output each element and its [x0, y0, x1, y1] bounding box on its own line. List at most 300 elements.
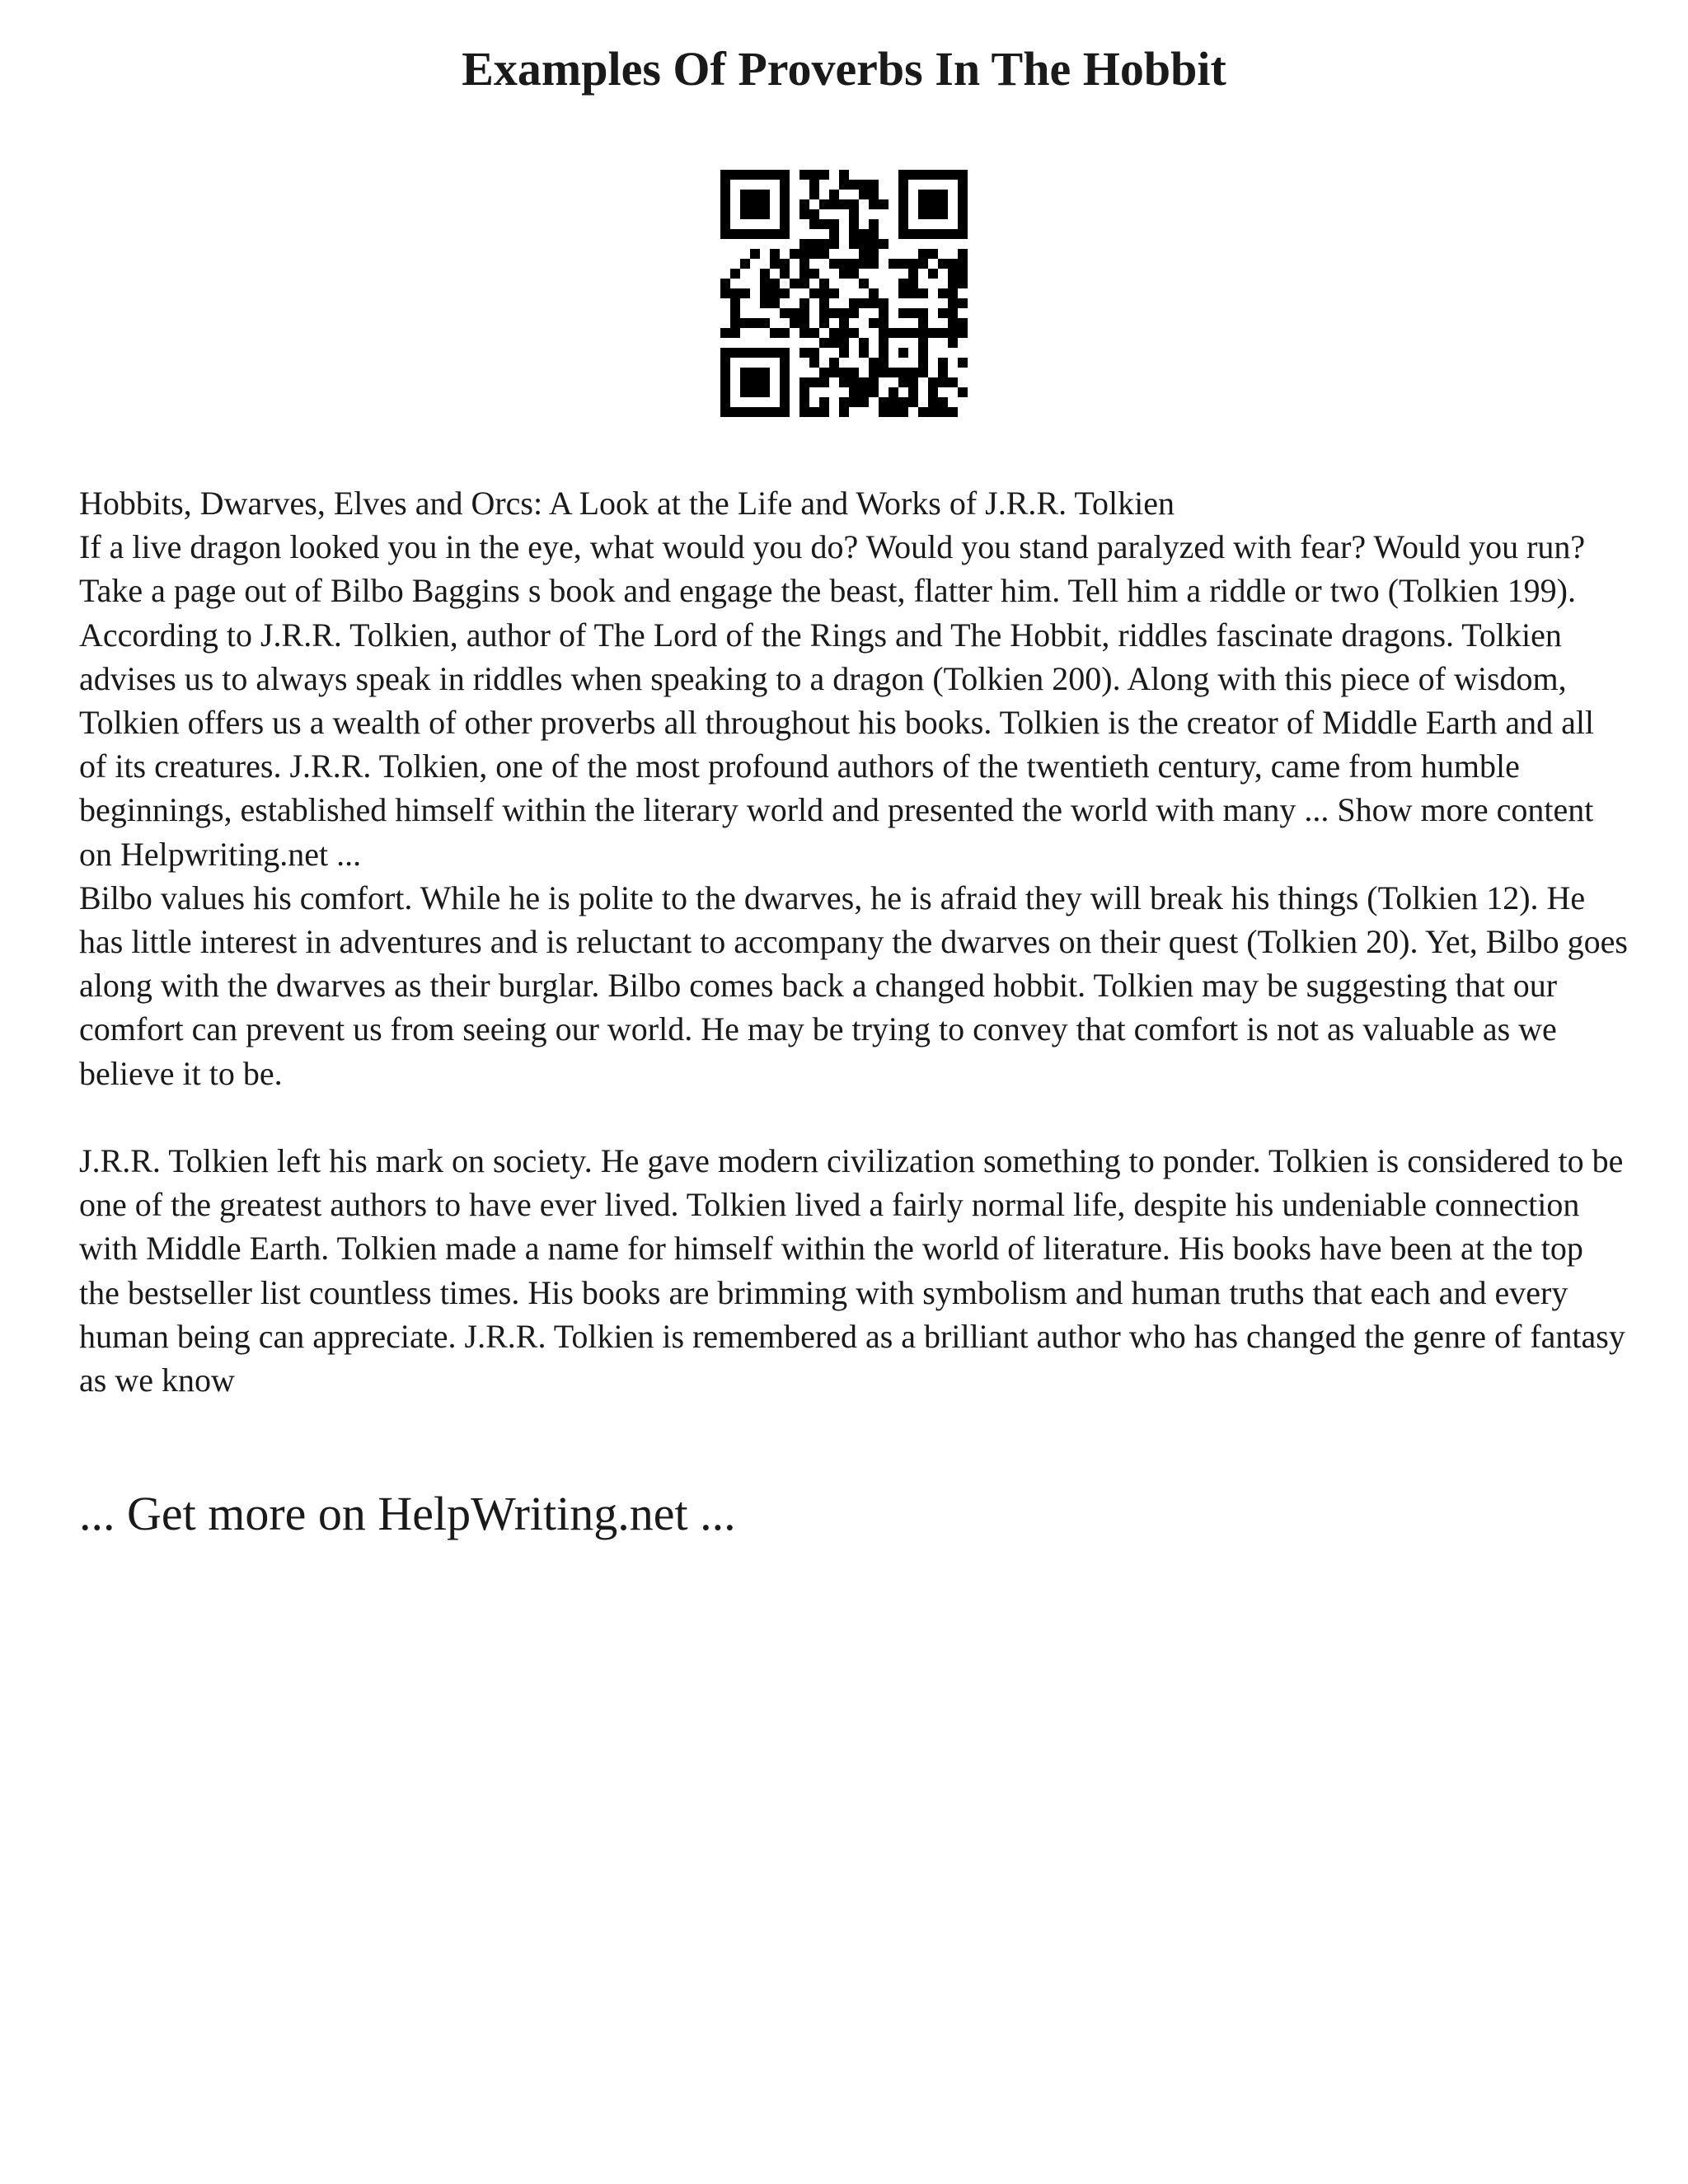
qr-module — [750, 407, 760, 417]
qr-module — [740, 209, 750, 219]
qr-module — [918, 338, 928, 348]
qr-module — [958, 229, 968, 239]
document-body — [79, 481, 1629, 1402]
qr-module — [869, 288, 879, 298]
qr-module — [799, 407, 809, 417]
qr-module — [730, 308, 740, 318]
qr-module — [770, 229, 780, 239]
qr-module — [938, 368, 948, 377]
qr-module — [849, 269, 859, 279]
qr-module — [799, 170, 809, 180]
qr-module — [809, 269, 819, 279]
qr-module — [839, 377, 849, 387]
qr-module — [770, 328, 780, 338]
qr-module — [780, 209, 790, 219]
qr-module — [839, 407, 849, 417]
qr-module — [760, 377, 770, 387]
qr-module — [958, 298, 968, 308]
qr-module — [819, 199, 829, 209]
qr-module — [859, 279, 869, 288]
qr-module — [770, 249, 780, 259]
qr-module — [908, 368, 918, 377]
qr-module — [829, 190, 839, 199]
qr-module — [809, 249, 819, 259]
qr-module — [780, 288, 790, 298]
qr-module — [799, 298, 809, 308]
qr-module — [750, 348, 760, 358]
qr-module — [780, 219, 790, 229]
qr-module — [889, 259, 898, 269]
qr-module — [730, 170, 740, 180]
qr-module — [879, 358, 889, 368]
qr-module — [958, 279, 968, 288]
qr-module — [928, 387, 938, 397]
qr-module — [799, 318, 809, 328]
qr-module — [809, 288, 819, 298]
qr-module — [720, 288, 730, 298]
qr-module — [898, 288, 908, 298]
qr-module — [849, 308, 859, 318]
qr-module — [889, 397, 898, 407]
qr-module — [859, 298, 869, 308]
qr-module — [809, 358, 819, 368]
qr-module — [918, 170, 928, 180]
qr-module — [790, 318, 799, 328]
qr-module — [869, 190, 879, 199]
qr-module — [760, 279, 770, 288]
get-more-link[interactable]: ... Get more on HelpWriting.net ... — [79, 1487, 736, 1540]
qr-module — [938, 199, 948, 209]
qr-module — [928, 209, 938, 219]
qr-module — [740, 368, 750, 377]
qr-module — [918, 328, 928, 338]
qr-module — [720, 348, 730, 358]
qr-module — [760, 199, 770, 209]
qr-module — [849, 239, 859, 249]
qr-module — [938, 308, 948, 318]
qr-module — [948, 377, 958, 387]
qr-module — [780, 397, 790, 407]
qr-module — [799, 199, 809, 209]
qr-module — [730, 348, 740, 358]
qr-module — [799, 239, 809, 249]
qr-module — [859, 239, 869, 249]
qr-module — [839, 308, 849, 318]
qr-module — [770, 288, 780, 298]
qr-module — [829, 368, 839, 377]
qr-module — [780, 368, 790, 377]
qr-module — [908, 397, 918, 407]
qr-module — [819, 249, 829, 259]
qr-module — [819, 288, 829, 298]
qr-module — [720, 219, 730, 229]
qr-module — [839, 397, 849, 407]
qr-module — [958, 358, 968, 368]
qr-module — [938, 407, 948, 417]
qr-module — [918, 190, 928, 199]
qr-module — [730, 298, 740, 308]
qr-module — [790, 308, 799, 318]
qr-module — [948, 269, 958, 279]
qr-module — [770, 279, 780, 288]
qr-module — [928, 377, 938, 387]
qr-module — [849, 259, 859, 269]
qr-module — [869, 239, 879, 249]
qr-module — [908, 328, 918, 338]
qr-module — [869, 318, 879, 328]
qr-module — [770, 298, 780, 308]
qr-module — [720, 180, 730, 190]
qr-module — [839, 199, 849, 209]
qr-module — [889, 328, 898, 338]
qr-module — [740, 387, 750, 397]
qr-module — [958, 259, 968, 269]
qr-module — [780, 407, 790, 417]
qr-module — [770, 348, 780, 358]
qr-module — [819, 298, 829, 308]
qr-module — [879, 397, 889, 407]
qr-module — [750, 249, 760, 259]
qr-module — [809, 180, 819, 190]
qr-module — [958, 269, 968, 279]
qr-module — [918, 348, 928, 358]
qr-module — [928, 328, 938, 338]
paragraph-legacy: J.R.R. Tolkien left his mark on society. He gave modern civilization something to ponder. Tolkien is considered to be one of the greatest authors to have ever lived. Tolkien lived a fairly normal life, despite his undeniable connection with Middle Earth. Tolkien made a name for himself within the world of literature. His books have been at the top the bestseller list countless times. His books are brimming with symbolism and human truths that each and every human being can appreciate. J.R.R. Tolkien is remembered as a brilliant author who has changed the genre of fantasy as we know — [79, 1142, 1625, 1399]
qr-module — [720, 190, 730, 199]
qr-module — [928, 229, 938, 239]
qr-module — [948, 328, 958, 338]
qr-module — [760, 190, 770, 199]
qr-module — [770, 170, 780, 180]
qr-module — [948, 279, 958, 288]
qr-module — [928, 249, 938, 259]
qr-module — [760, 298, 770, 308]
qr-module — [819, 407, 829, 417]
qr-module — [780, 199, 790, 209]
qr-module — [829, 229, 839, 239]
qr-module — [918, 407, 928, 417]
qr-module — [849, 199, 859, 209]
qr-module — [839, 348, 849, 358]
qr-module — [928, 170, 938, 180]
qr-module — [879, 338, 889, 348]
document-title: Examples Of Proverbs In The Hobbit — [462, 42, 1226, 96]
qr-module — [958, 387, 968, 397]
qr-module — [819, 279, 829, 288]
qr-module — [948, 298, 958, 308]
qr-module — [799, 249, 809, 259]
qr-module — [730, 318, 740, 328]
qr-module — [809, 170, 819, 180]
qr-module — [869, 219, 879, 229]
qr-module — [750, 170, 760, 180]
qr-module — [790, 249, 799, 259]
qr-module — [819, 239, 829, 249]
qr-module — [869, 199, 879, 209]
qr-module — [908, 288, 918, 298]
qr-module — [720, 377, 730, 387]
qr-module — [849, 298, 859, 308]
qr-module — [740, 170, 750, 180]
qr-module — [859, 338, 869, 348]
qr-module — [760, 209, 770, 219]
qr-module — [898, 328, 908, 338]
qr-module — [918, 358, 928, 368]
qr-module — [908, 170, 918, 180]
qr-module — [869, 377, 879, 387]
qr-module — [780, 229, 790, 239]
qr-module — [829, 338, 839, 348]
qr-module — [938, 259, 948, 269]
qr-module — [780, 190, 790, 199]
qr-module — [760, 269, 770, 279]
qr-module — [790, 279, 799, 288]
qr-module — [819, 308, 829, 318]
qr-module — [898, 190, 908, 199]
qr-module — [770, 259, 780, 269]
qr-module — [760, 387, 770, 397]
qr-module — [869, 249, 879, 259]
qr-module — [819, 377, 829, 387]
qr-module — [730, 407, 740, 417]
qr-module — [760, 170, 770, 180]
qr-module — [938, 229, 948, 239]
qr-module — [958, 249, 968, 259]
qr-module — [928, 407, 938, 417]
qr-module — [938, 190, 948, 199]
qr-module — [938, 358, 948, 368]
qr-module — [849, 387, 859, 397]
qr-module — [859, 387, 869, 397]
qr-module — [859, 249, 869, 259]
qr-module — [720, 328, 730, 338]
qr-module — [889, 368, 898, 377]
qr-module — [760, 368, 770, 377]
qr-module — [829, 328, 839, 338]
qr-module — [740, 288, 750, 298]
qr-module — [819, 219, 829, 229]
qr-module — [819, 397, 829, 407]
qr-module — [740, 348, 750, 358]
qr-module — [879, 368, 889, 377]
qr-module — [918, 259, 928, 269]
qr-module — [918, 229, 928, 239]
qr-module — [780, 308, 790, 318]
qr-module — [829, 308, 839, 318]
qr-module — [898, 397, 908, 407]
qr-module — [928, 190, 938, 199]
qr-module — [918, 368, 928, 377]
qr-module — [799, 269, 809, 279]
qr-module — [898, 259, 908, 269]
qr-module — [869, 298, 879, 308]
qr-module — [780, 348, 790, 358]
qr-module — [760, 318, 770, 328]
qr-module — [908, 279, 918, 288]
qr-module — [938, 209, 948, 219]
qr-module — [938, 328, 948, 338]
qr-module — [898, 308, 908, 318]
qr-module — [819, 338, 829, 348]
qr-module — [898, 209, 908, 219]
qr-module — [829, 259, 839, 269]
qr-module — [780, 269, 790, 279]
qr-module — [760, 288, 770, 298]
qr-module — [908, 259, 918, 269]
qr-module — [799, 209, 809, 219]
qr-module — [869, 387, 879, 397]
qr-module — [780, 170, 790, 180]
qr-module — [750, 387, 760, 397]
qr-module — [819, 318, 829, 328]
qr-module — [958, 318, 968, 328]
qr-module — [879, 318, 889, 328]
qr-module — [730, 229, 740, 239]
qr-module — [829, 288, 839, 298]
qr-module — [799, 308, 809, 318]
qr-module — [839, 338, 849, 348]
qr-module — [849, 328, 859, 338]
qr-module — [859, 190, 869, 199]
qr-module — [889, 387, 898, 397]
qr-module — [938, 170, 948, 180]
qr-module — [879, 407, 889, 417]
qr-module — [720, 397, 730, 407]
qr-module — [720, 209, 730, 219]
qr-module — [730, 269, 740, 279]
qr-module — [948, 308, 958, 318]
qr-module — [740, 190, 750, 199]
qr-module — [760, 229, 770, 239]
qr-module — [750, 209, 760, 219]
qr-module — [879, 199, 889, 209]
qr-module — [918, 288, 928, 298]
qr-module — [740, 407, 750, 417]
qr-module — [908, 229, 918, 239]
qr-module — [898, 229, 908, 239]
qr-module — [799, 387, 809, 397]
qr-module — [898, 377, 908, 387]
qr-module — [918, 308, 928, 318]
qr-module — [809, 190, 819, 199]
qr-module — [859, 259, 869, 269]
qr-module — [928, 397, 938, 407]
qr-module — [849, 377, 859, 387]
qr-module — [809, 348, 819, 358]
qr-module — [720, 358, 730, 368]
paragraph-intro: If a live dragon looked you in the eye, what would you do? Would you stand paralyzed with fear? Would you run? Take a page out of Bilbo Baggins s book and engage the beast, flatter him. Tell him a riddle or two (Tolkien 199). According to J.R.R. Tolkien, author of The Lord of the Rings and The Hobbit, riddles fascinate dragons. Tolkien advises us to always speak in riddles when speaking to a dragon (Tolkien 200). Along with this piece of wisdom, Tolkien offers us a wealth of other proverbs all throughout his books. Tolkien is the creator of Middle Earth and all of its creatures. J.R.R. Tolkien, one of the most profound authors of the twentieth century, came from humble beginnings, established himself within the literary world and presented the world with many ... Show more content on Helpwriting.net ... — [79, 528, 1595, 873]
qr-module — [948, 288, 958, 298]
qr-module — [780, 259, 790, 269]
qr-module — [928, 269, 938, 279]
qr-module — [809, 209, 819, 219]
qr-module — [898, 368, 908, 377]
qr-module — [839, 170, 849, 180]
qr-module — [750, 229, 760, 239]
qr-module — [948, 318, 958, 328]
qr-module — [839, 269, 849, 279]
qr-module — [849, 209, 859, 219]
qr-module — [740, 199, 750, 209]
qr-module — [799, 348, 809, 358]
qr-module — [958, 190, 968, 199]
qr-module — [720, 407, 730, 417]
qr-module — [938, 377, 948, 387]
qr-module — [819, 368, 829, 377]
qr-module — [948, 407, 958, 417]
qr-module — [839, 368, 849, 377]
qr-module — [879, 298, 889, 308]
qr-module — [799, 377, 809, 387]
qr-module — [760, 407, 770, 417]
qr-module — [859, 229, 869, 239]
qr-module — [918, 318, 928, 328]
paragraph-comfort: Bilbo values his comfort. While he is polite to the dwarves, he is afraid they will break his things (Tolkien 12). He has little interest in adventures and is reluctant to accompany the dwarves on their quest (Tolkien 20). Yet, Bilbo goes along with the dwarves as their burglar. Bilbo comes back a changed hobbit. Tolkien may be suggesting that our comfort can prevent us from seeing our world. He may be trying to convey that comfort is not as valuable as we believe it to be. — [79, 879, 1628, 1092]
qr-module — [839, 328, 849, 338]
qr-module — [740, 377, 750, 387]
qr-module — [730, 288, 740, 298]
qr-module — [829, 358, 839, 368]
paragraph-heading: Hobbits, Dwarves, Elves and Orcs: A Look at the Life and Works of J.R.R. Tolkien — [79, 485, 1175, 522]
qr-module — [829, 239, 839, 249]
qr-module — [780, 328, 790, 338]
qr-module — [948, 170, 958, 180]
qr-module — [908, 377, 918, 387]
qr-module — [829, 219, 839, 229]
qr-module — [898, 279, 908, 288]
qr-module — [879, 348, 889, 358]
qr-module — [809, 239, 819, 249]
qr-module — [918, 199, 928, 209]
qr-module — [799, 397, 809, 407]
qr-module — [879, 239, 889, 249]
qr-module — [740, 318, 750, 328]
qr-module — [938, 288, 948, 298]
qr-module — [780, 387, 790, 397]
qr-module — [839, 180, 849, 190]
qr-module — [948, 229, 958, 239]
qr-module — [879, 308, 889, 318]
qr-code-icon[interactable] — [720, 170, 968, 417]
qr-module — [770, 407, 780, 417]
qr-module — [750, 368, 760, 377]
qr-code-graphic — [720, 170, 968, 417]
qr-module — [898, 199, 908, 209]
qr-module — [898, 348, 908, 358]
qr-module — [958, 209, 968, 219]
qr-module — [958, 219, 968, 229]
qr-module — [928, 199, 938, 209]
qr-module — [809, 407, 819, 417]
qr-module — [720, 387, 730, 397]
paragraph-spacer — [79, 1095, 1629, 1139]
qr-module — [918, 249, 928, 259]
qr-module — [809, 328, 819, 338]
qr-module — [958, 170, 968, 180]
qr-module — [898, 219, 908, 229]
qr-module — [859, 397, 869, 407]
qr-module — [799, 328, 809, 338]
qr-module — [859, 180, 869, 190]
qr-module — [938, 397, 948, 407]
qr-module — [780, 377, 790, 387]
qr-module — [849, 229, 859, 239]
qr-module — [849, 180, 859, 190]
qr-module — [839, 259, 849, 269]
qr-module — [849, 368, 859, 377]
qr-module — [908, 387, 918, 397]
qr-module — [869, 229, 879, 239]
